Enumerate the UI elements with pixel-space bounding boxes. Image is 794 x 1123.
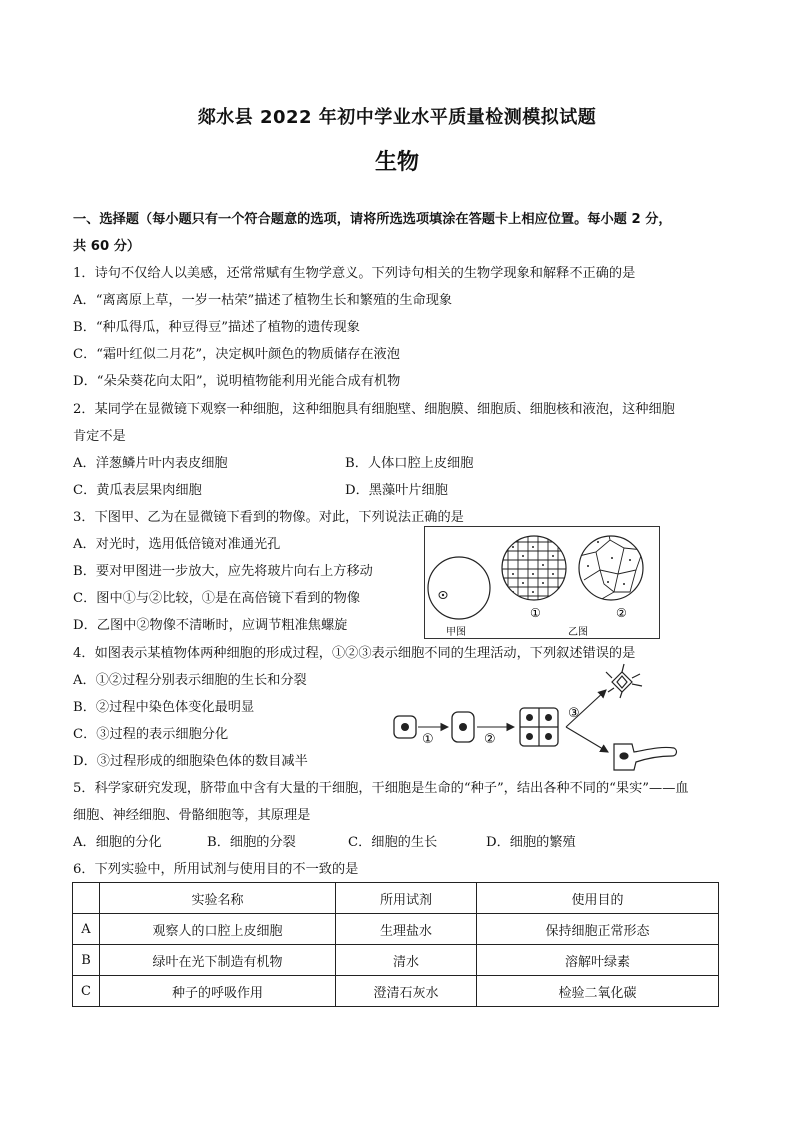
arrow-3-down <box>566 727 608 752</box>
table-row <box>73 945 719 976</box>
table-cell: C <box>73 976 100 1007</box>
microscope-figure <box>424 526 660 640</box>
q5-stem-cont: 细胞、神经细胞、骨骼细胞等，其原理是 <box>73 808 311 823</box>
differentiated-cell-bottom <box>614 744 676 770</box>
table-cell: 清水 <box>336 945 477 976</box>
q5-option-c: C．细胞的生长 <box>348 835 438 850</box>
q4-option-d: D．③过程形成的细胞染色体的数目减半 <box>73 754 308 769</box>
q3-option-c: C．图中①与②比较，①是在高倍镜下看到的物像 <box>73 591 361 606</box>
q1-option-c: C．“霜叶红似二月花”，决定枫叶颜色的物质储存在液泡 <box>73 347 400 362</box>
table-header: 所用试剂 <box>336 883 477 914</box>
q2-option-a: A．洋葱鳞片叶内表皮细胞 <box>73 456 228 471</box>
table-cell: 生理盐水 <box>336 914 477 945</box>
q3-option-b: B．要对甲图进一步放大，应先将玻片向右上方移动 <box>73 564 373 579</box>
q5-option-d: D．细胞的繁殖 <box>486 835 576 850</box>
table-cell: 种子的呼吸作用 <box>100 976 336 1007</box>
q3-option-d: D．乙图中②物像不清晰时，应调节粗准焦螺旋 <box>73 618 348 633</box>
q4-option-c: C．③过程的表示细胞分化 <box>73 727 229 742</box>
q5-option-a: A．细胞的分化 <box>73 835 162 850</box>
exam-title: 郯水县 2022 年初中学业水平质量检测模拟试题 <box>197 107 597 128</box>
q1-stem: 1．诗句不仅给人以美感，还常常赋有生物学意义。下列诗句相关的生物学现象和解释不正确的是 <box>73 266 636 281</box>
q4-stem: 4．如图表示某植物体两种细胞的形成过程，①②③表示细胞不同的生理活动，下列叙述错误的是 <box>73 646 636 661</box>
field-of-view-1 <box>494 532 574 606</box>
divided-cells <box>520 708 558 746</box>
q3-stem: 3．下图甲、乙为在显微镜下看到的物像。对此，下列说法正确的是 <box>73 510 464 525</box>
section-heading: 一、选择题（每小题只有一个符合题意的选项，请将所选选项填涂在答题卡上相应位置。每小题 2 分， <box>73 212 672 227</box>
q2-stem-cont: 肯定不是 <box>73 429 126 444</box>
field-of-view-jia <box>428 557 490 619</box>
q1-option-d: D．“朵朵葵花向太阳”，说明植物能利用光能合成有机物 <box>73 374 401 389</box>
q6-stem: 6．下列实验中，所用试剂与使用目的不一致的是 <box>73 862 359 877</box>
q2-option-b: B．人体口腔上皮细胞 <box>345 456 474 471</box>
q2-option-d: D．黑藻叶片细胞 <box>345 483 448 498</box>
table-cell: 溶解叶绿素 <box>477 945 719 976</box>
label-yi: 乙图 <box>568 627 588 638</box>
q2-option-c: C．黄瓜表层果肉细胞 <box>73 483 202 498</box>
table-cell: 绿叶在光下制造有机物 <box>100 945 336 976</box>
table-header: 使用目的 <box>477 883 719 914</box>
q4-option-b: B．②过程中染色体变化最明显 <box>73 700 255 715</box>
field-of-view-2 <box>579 530 643 600</box>
table-cell: 观察人的口腔上皮细胞 <box>100 914 336 945</box>
step-3-label: ③ <box>568 706 580 721</box>
table-cell: 检验二氧化碳 <box>477 976 719 1007</box>
q1-option-b: B．“种瓜得瓜，种豆得豆”描述了植物的遗传现象 <box>73 320 360 335</box>
table-header: 实验名称 <box>100 883 336 914</box>
label-circled-1: ① <box>530 606 541 620</box>
subject-title: 生物 <box>374 150 419 175</box>
q5-stem: 5．科学家研究发现，脐带血中含有大量的干细胞，干细胞是生命的“种子”，结出各种不同的“果实”——血 <box>73 781 689 796</box>
table-row <box>73 976 719 1007</box>
step-2-label: ② <box>484 732 496 747</box>
differentiated-cell-top <box>606 664 642 698</box>
step-1-label: ① <box>422 732 434 747</box>
q1-option-a: A．“离离原上草，一岁一枯荣”描述了植物生长和繁殖的生命现象 <box>73 293 453 308</box>
q5-option-b: B．细胞的分裂 <box>207 835 296 850</box>
q3-option-a: A．对光时，选用低倍镜对准通光孔 <box>73 537 281 552</box>
table-header <box>73 883 100 914</box>
table-cell: 澄清石灰水 <box>336 976 477 1007</box>
q4-option-a: A．①②过程分别表示细胞的生长和分裂 <box>73 673 307 688</box>
label-circled-2: ② <box>616 606 627 620</box>
table-header-row <box>73 883 719 914</box>
q2-stem: 2．某同学在显微镜下观察一种细胞，这种细胞具有细胞壁、细胞膜、细胞质、细胞核和液泡，这种细胞 <box>73 402 675 417</box>
table-row <box>73 914 719 945</box>
experiment-table <box>72 882 719 1007</box>
label-jia: 甲图 <box>446 627 466 638</box>
table-cell: A <box>73 914 100 945</box>
section-heading-cont: 共 60 分） <box>73 239 141 254</box>
cell-development-figure <box>388 660 688 776</box>
table-cell: B <box>73 945 100 976</box>
table-cell: 保持细胞正常形态 <box>477 914 719 945</box>
